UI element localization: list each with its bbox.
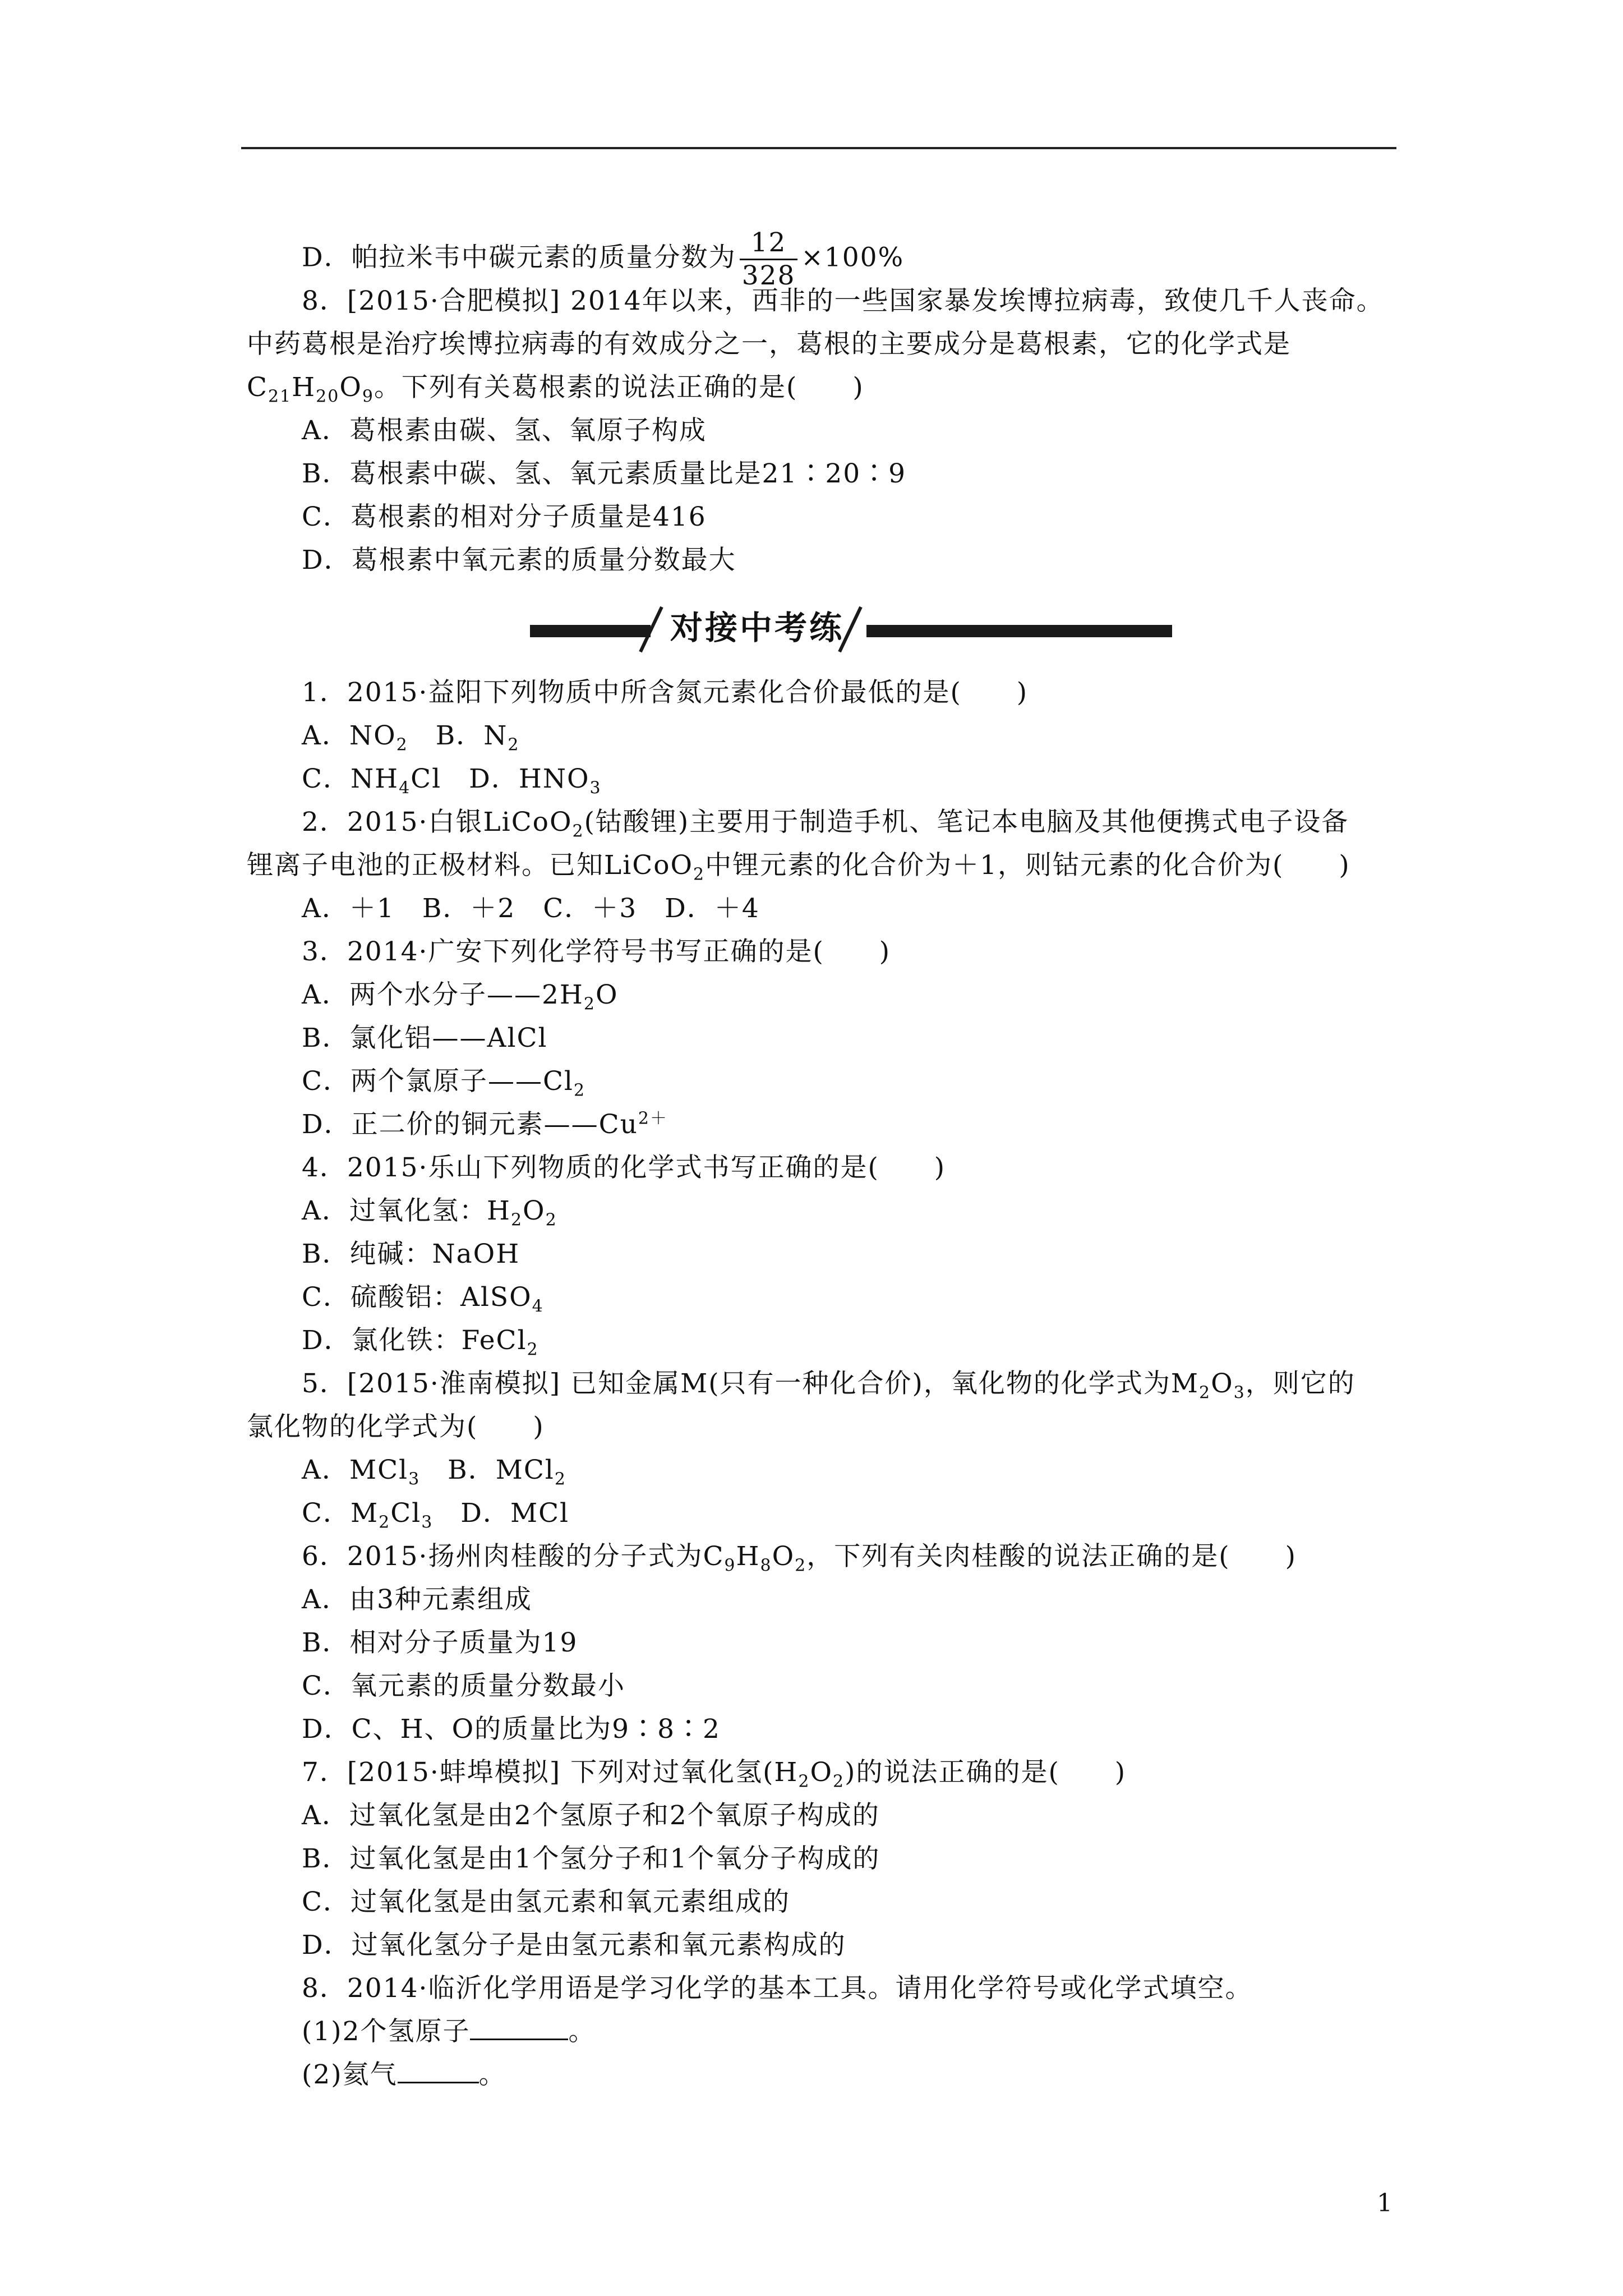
fraction: $\frac{12}{328}$ xyxy=(740,227,798,292)
section-bar-right xyxy=(866,625,1172,637)
question-3-option-b: B．氯化铝——AlCl xyxy=(302,1023,548,1053)
question-8: 8．2014·临沂化学用语是学习化学的基本工具。请用化学符号或化学式填空。 xyxy=(302,1973,1253,2004)
question-2-line2: 锂离子电池的正极材料。已知LiCoO$_2$中锂元素的化合价为＋1，则钴元素的化合价为( ) xyxy=(247,850,1350,885)
question-8-part-1: (1)2个氢原子 。 xyxy=(302,2016,596,2047)
section-slash-right xyxy=(833,605,866,654)
question-4-option-b: B．纯碱：NaOH xyxy=(302,1239,520,1269)
question-7-option-b: B．过氧化氢是由1个氢分子和1个氧分子构成的 xyxy=(302,1843,880,1874)
question-6-option-b: B．相对分子质量为19 xyxy=(302,1627,578,1658)
question-2-options: A．＋1 B．＋2 C．＋3 D．＋4 xyxy=(302,893,760,924)
section-title: 对接中考练 xyxy=(670,609,845,647)
answer-blank-1[interactable] xyxy=(470,2033,568,2040)
header-rule xyxy=(241,147,1396,149)
question-2-line1: 2．2015·白银LiCoO$_2$(钴酸锂)主要用于制造手机、笔记本电脑及其他便携式电子设备 xyxy=(302,807,1349,841)
question-5-line1: 5．[2015·淮南模拟] 已知金属M(只有一种化合价)，氧化物的化学式为$M_2O_3$，则它的 xyxy=(302,1368,1355,1403)
question-3-option-c: C．两个氯原子$——Cl_2$ xyxy=(302,1066,586,1101)
question-1-options-ab: A．$NO_2$ B．$N_2$ xyxy=(302,720,520,755)
question-6-option-d: D．C、H、O的质量比为9∶8∶2 xyxy=(302,1714,721,1745)
question-7: 7．[2015·蚌埠模拟] 下列对过氧化氢$(H_2O_2)$的说法正确的是( ) xyxy=(302,1757,1127,1792)
question-7-option-c: C．过氧化氢是由氢元素和氧元素组成的 xyxy=(302,1887,790,1917)
question-1-options-cd: C．$NH_4Cl$ D．$HNO_3$ xyxy=(302,763,602,798)
prev-q8-option-d: D．葛根素中氧元素的质量分数最大 xyxy=(302,545,736,576)
question-7-option-a: A．过氧化氢是由2个氢原子和2个氧原子构成的 xyxy=(302,1800,880,1831)
question-4-option-a: A．过氧化氢：$H_2O_2$ xyxy=(302,1195,557,1230)
section-bar-left xyxy=(530,625,651,637)
question-6: 6．2015·扬州肉桂酸的分子式为$C_9H_8O_2$，下列有关肉桂酸的说法正确的是( ) xyxy=(302,1541,1297,1576)
prev-q8-option-b: B．葛根素中碳、氢、氧元素质量比是21∶20∶9 xyxy=(302,458,907,489)
prev-option-d: D．帕拉米韦中碳元素的质量分数为 $\frac{12}{328}$ ×100% xyxy=(302,227,905,291)
question-1: 1．2015·益阳下列物质中所含氮元素化合价最低的是( ) xyxy=(302,677,1029,708)
prev-question-8-line1: 8．[2015·合肥模拟] 2014年以来，西非的一些国家暴发埃博拉病毒，致使几千人丧命。 xyxy=(302,286,1384,316)
question-5-line2: 氯化物的化学式为( ) xyxy=(247,1411,545,1442)
question-6-option-c: C．氧元素的质量分数最小 xyxy=(302,1671,625,1701)
question-6-option-a: A．由3种元素组成 xyxy=(302,1584,532,1615)
question-4: 4．2015·乐山下列物质的化学式书写正确的是( ) xyxy=(302,1152,946,1183)
question-8-part-2: (2)氦气 。 xyxy=(302,2059,506,2090)
question-5-options-ab: A．MCl$_3$ B．MCl$_2$ xyxy=(302,1455,566,1489)
question-3-option-a: A．两个水分子$——2H_2O$ xyxy=(302,979,619,1014)
page-number: 1 xyxy=(1377,2189,1393,2217)
question-3: 3．2014·广安下列化学符号书写正确的是( ) xyxy=(302,936,891,967)
question-7-option-d: D．过氧化氢分子是由氢元素和氧元素构成的 xyxy=(302,1930,846,1961)
prev-q8-option-a: A．葛根素由碳、氢、氧原子构成 xyxy=(302,415,707,446)
prev-question-8-line2: 中药葛根是治疗埃博拉病毒的有效成分之一，葛根的主要成分是葛根素，它的化学式是 xyxy=(247,329,1291,360)
question-3-option-d: D．正二价的铜元素$——Cu^{2+}$ xyxy=(302,1108,668,1140)
question-4-option-c: C．硫酸铝：AlSO$_4$ xyxy=(302,1282,544,1317)
prev-q8-option-c: C．葛根素的相对分子质量是416 xyxy=(302,501,707,532)
question-5-options-cd: C．$M_2Cl_3$ D．MCl xyxy=(302,1498,570,1533)
section-header xyxy=(530,605,1172,654)
section-slash-left xyxy=(634,605,667,654)
question-4-option-d: D．氯化铁：FeCl$_2$ xyxy=(302,1325,539,1360)
answer-blank-2[interactable] xyxy=(398,2076,479,2083)
prev-question-8-line3: $C_{21}H_{20}O_9$。下列有关葛根素的说法正确的是( ) xyxy=(247,372,864,407)
